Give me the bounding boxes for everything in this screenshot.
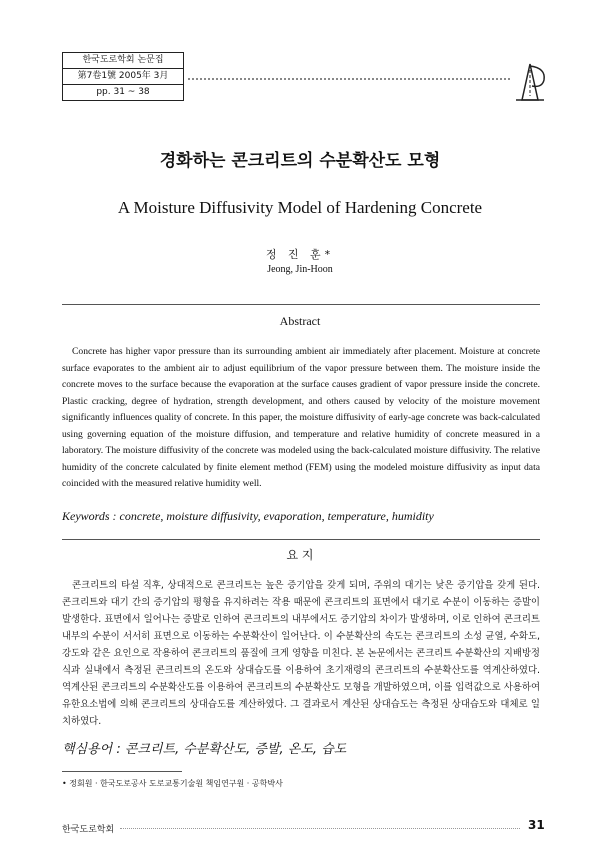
abstract-body: Concrete has higher vapor pressure than its surrounding ambient air immediately after placement. Moisture at concrete surface evaporates to the ambient air to adjust equilibrium of the vapor pressure between them. The moisture inside the concrete moves to the surface because the evaporation at the surface causes gradient of vapor pressure inside the concrete. Plastic cracking, degree of hydration, strength development, and others caused by velocity of the moisture movement significantly influences quality of concrete. In this paper, the moisture diffusivity of early-age concrete was back-calculated using governing equation of the moisture diffusion, and temperature and relative humidity of concrete measured in a laboratory. The moisture diffusivity of the concrete was modeled using the back-calculated moisture diffusivity. The relative humidity of the concrete calculated by finite element method (FEM) using the modeled moisture diffusivity as input data coincided with the measured relative humidity well.: [62, 346, 540, 489]
keywords: Keywords : concrete, moisture diffusivity, evaporation, temperature, humidity: [62, 509, 434, 523]
author-footnote: • 정회원 · 한국도로공사 도로교통기술원 책임연구원 · 공학박사: [62, 779, 283, 788]
page-number: 31: [528, 818, 545, 832]
header-dotted-rule: [188, 78, 510, 80]
yoji-heading: 요 지: [286, 548, 314, 562]
footnote-rule: [62, 771, 182, 772]
paper-title-korean: 경화하는 콘크리트의 수분확산도 모형: [159, 151, 441, 171]
yoji-body: 콘크리트의 타설 직후, 상대적으로 콘크리트는 높은 증기압을 갖게 되며, 주위의 대기는 낮은 증기압을 갖게 된다. 콘크리트와 대기 간의 증기압의 평형을 유지하려는 작용 때문에 콘크리트의 표면에서 대기로 수분이 이동하는 증발이 발생한다. 표면에서 일어나는 증발로 인하여 콘크리트의 내부에서도 증기압의 차이가 발생하며, 이로 인하여 콘크리트 내부의 수분이 서서히 표면으로 이동하는 수분확산이 일어난다. 이 수분확산의 속도는 콘크리트의 소성 균열, 수화도, 강도와 같은 요인으로 작용하여 콘크리트의 품질에 크게 영향을 미친다. 본 논문에서는 콘크리트 수분확산의 지배방정식과 실내에서 측정된 콘크리트의 온도와 상대습도를 이용하여 초기재령의 콘크리트의 수분확산도를 역계산하였다. 역계산된 콘크리트의 수분확산도를 이용하여 콘크리트의 수분확산도 모형을 개발하였으며, 이를 입력값으로 사용하여 유한요소법에 의해 콘크리트의 상대습도를 계산하였다. 그 결과로서 계산된 상대습도는 측정된 상대습도와 대체로 일치하였다.: [62, 580, 540, 727]
author-korean: 정 진 훈*: [265, 248, 335, 261]
journal-pages: pp. 31 ~ 38: [96, 87, 150, 97]
footer-dotted-rule: [120, 828, 520, 829]
paper-title-english: A Moisture Diffusivity Model of Hardening Concrete: [117, 198, 483, 217]
road-society-logo-icon: [508, 56, 548, 106]
abstract-heading: Abstract: [279, 314, 321, 328]
journal-name: 한국도로학회 논문집: [63, 53, 183, 69]
journal-info-box: [62, 52, 184, 101]
yoji-top-rule: [62, 539, 540, 540]
footer-society-name: 한국도로학회: [62, 825, 115, 835]
journal-volume: 第7卷1號 2005年 3月: [63, 69, 183, 85]
abstract-top-rule: [62, 304, 540, 305]
author-english: Jeong, Jin-Hoon: [267, 264, 333, 275]
core-keywords: 핵심용어 : 콘크리트, 수분확산도, 증발, 온도, 습도: [62, 742, 347, 757]
